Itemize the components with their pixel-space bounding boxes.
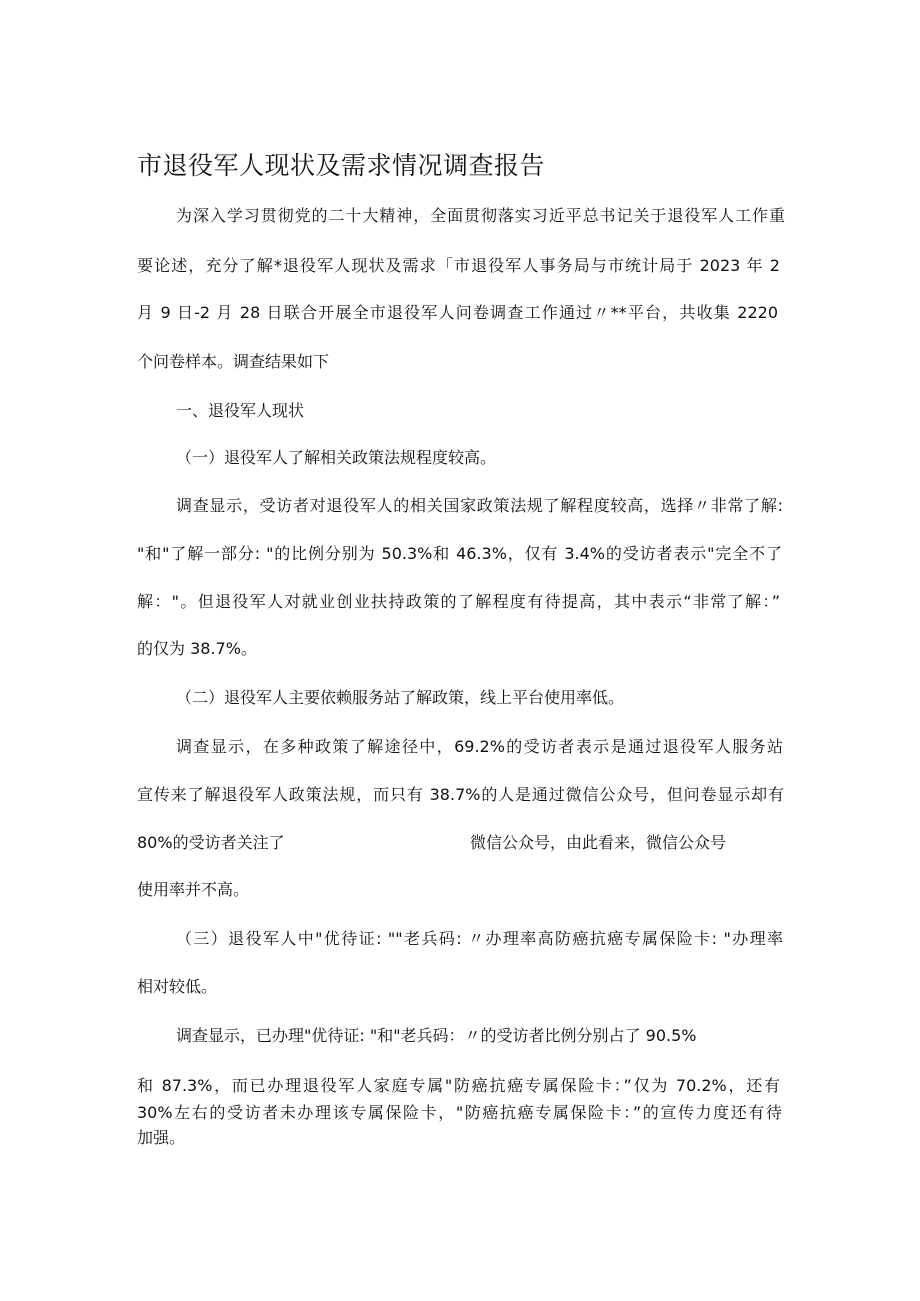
document-title: 市退役军人现状及需求情况调查报告 (137, 151, 546, 180)
intro-line-1: 为深入学习贯彻党的二十大精神，全面贯彻落实习近平总书记关于退役军人工作重 (176, 206, 785, 225)
sub3-line-4: 加强。 (137, 1128, 186, 1147)
sub3-line-1: 调查显示，已办理"优待证: "和"老兵码：〃的受访者比例分别占了 90.5% (176, 1026, 697, 1045)
sub1-line-1: 调查显示，受访者对退役军人的相关国家政策法规了解程度较高，选择〃非常了解: (176, 496, 783, 515)
intro-line-2: 要论述，充分了解*退役军人现状及需求「市退役军人事务局与市统计局于 2023 年 2 (137, 256, 780, 275)
sub3-line-3: 30%左右的受访者未办理该专属保险卡，"防癌抗癌专属保险卡：”的宣传力度还有待 (137, 1103, 782, 1122)
sub1-line-4: 的仅为 38.7%。 (137, 639, 257, 658)
sub2-line-4: 使用率并不高。 (137, 880, 250, 899)
intro-line-4: 个问卷样本。调查结果如下 (137, 352, 330, 371)
section-heading-1: 一、退役军人现状 (176, 401, 305, 420)
subsection-heading-2: （二）退役军人主要依赖服务站了解政策，线上平台使用率低。 (176, 688, 625, 707)
subsection-heading-1: （一）退役军人了解相关政策法规程度较高。 (176, 448, 497, 467)
sub2-line-3b: 微信公众号，由此看来，微信公众号 (470, 833, 727, 852)
subsection-heading-3-cont: 相对较低。 (137, 977, 218, 996)
intro-line-3: 月 9 日-2 月 28 日联合开展全市退役军人问卷调查工作通过〃**平台，共收集 2220 (137, 303, 778, 322)
sub1-line-2: "和"了解一部分: "的比例分别为 50.3%和 46.3%，仅有 3.4%的受访者表示"完全不了 (137, 544, 782, 563)
sub2-line-3a: 80%的受访者关注了 (137, 833, 285, 852)
sub1-line-3: 解："。但退役军人对就业创业扶持政策的了解程度有待提高，其中表示“非常了解：” (137, 592, 780, 611)
sub2-line-1: 调查显示，在多种政策了解途径中，69.2%的受访者表示是通过退役军人服务站 (176, 737, 783, 756)
subsection-heading-3: （三）退役军人中"优待证: ""老兵码: 〃办理率高防癌抗癌专属保险卡: "办理率 (176, 929, 783, 948)
sub3-line-2: 和 87.3%，而已办理退役军人家庭专属"防癌抗癌专属保险卡：”仅为 70.2%，还有 (137, 1076, 780, 1095)
sub2-line-2: 宣传来了解退役军人政策法规，而只有 38.7%的人是通过微信公众号，但问卷显示却有 (137, 785, 784, 804)
